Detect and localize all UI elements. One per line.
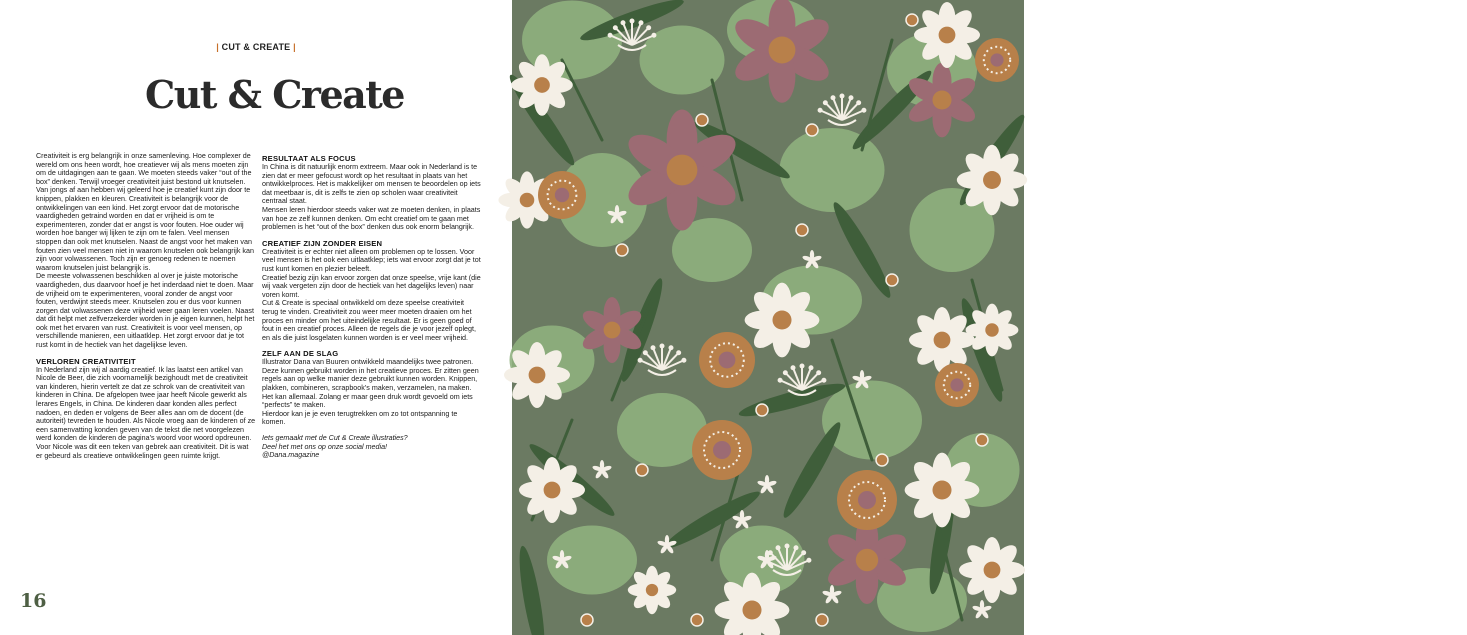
fan-tip bbox=[806, 558, 811, 563]
fan-tip bbox=[840, 94, 845, 99]
fan-tip bbox=[621, 20, 626, 25]
flower-bud bbox=[906, 14, 918, 26]
fan-tip bbox=[668, 345, 673, 350]
fan-tip bbox=[821, 378, 826, 383]
social-note-line: Iets gemaakt met de Cut & Create illustraties? bbox=[262, 434, 408, 443]
paragraph: Illustrator Dana van Buuren ontwikkeld maandelijks twee patronen. Deze kunnen gebruikt worden in het creatieve proces. Er zitten geen regels aan op welke manier deze gebruikt kunnen worden. Knippen, plakken, combineren, scrapbook’s maken, verzamelen, na maken. Het kan allemaal. Zolang er maar geen druk wordt gevoeld om iets “perfects” te maken. bbox=[262, 358, 479, 410]
article-page bbox=[0, 0, 512, 635]
fan-tip bbox=[848, 95, 853, 100]
section-heading-resultaat: RESULTAAT ALS FOCUS bbox=[262, 154, 356, 163]
flower-bud bbox=[796, 224, 808, 236]
fan-tip bbox=[776, 545, 781, 550]
white-daisy bbox=[519, 457, 585, 523]
fan-tip bbox=[651, 345, 656, 350]
fan-tip bbox=[793, 545, 798, 550]
paragraph: In Nederland zijn wij al aardig creatief. Ik las laatst een artikel van Nicole de Beer, die zich voornamelijk bezighoudt met de creativiteit van kinderen, hierin vertelt ze dat ze schrok van de creativiteit van kinderen in China. De afgelopen twee jaar heeft Nicole gewerkt als lerares Engels, in China. De kinderen daar konden alles perfect nadoen, en deden er volgens de Beer alles aan om de docent (de autoriteit) tevreden te houden. Als Nicole vroeg aan de kinderen of ze een samenvatting konden geven van de tekst die net voorgelezen werd konden de kinderen de pagina’s woord voor woord opdreunen. bbox=[36, 365, 256, 443]
paragraph: Creatief bezig zijn kan ervoor zorgen dat onze speelse, vrije kant (die wij vaak vergeten zijn door de hectiek van het dagelijks leven) naar voren komt. bbox=[262, 273, 481, 299]
flower-center bbox=[856, 549, 878, 571]
flower-center bbox=[667, 155, 698, 186]
paragraph: Cut & Create is speciaal ontwikkeld om deze speelse creativiteit terug te vinden. Creativiteit zou weer meer moeten draaien om het proces en minder om het uiteindelijke resultaat. Er is geen goed of fout in een creatief proces. Alleen de regels die je voor jezelf oplegt, en als die juist losgelaten kunnen worden is er veel meer vrijheid. bbox=[262, 299, 476, 342]
flower-center bbox=[529, 367, 546, 384]
white-daisy bbox=[745, 283, 820, 358]
fan-tip bbox=[638, 358, 643, 363]
text-column-right bbox=[262, 154, 482, 460]
social-note-line: Deel het met ons op onze social media! bbox=[262, 442, 388, 451]
flower-center bbox=[772, 310, 791, 329]
fan-tip bbox=[791, 365, 796, 370]
flower-center bbox=[769, 37, 796, 64]
fan-tip bbox=[608, 33, 613, 38]
flower-bud bbox=[691, 614, 703, 626]
ochre-flower bbox=[699, 332, 755, 388]
paragraph: Creativiteit is er echter niet alleen om problemen op te lossen. Voor veel mensen is het ook een uitlaatklep; iets wat ervoor zorgt dat je tot rust kunt komen en plezier beleeft. bbox=[262, 247, 481, 273]
paragraph: Voor Nicole was dit een teken van gebrek aan creativiteit. Dit is wat er gebeurd als creatieve ontwikkelingen geen ruimte krijgt. bbox=[36, 443, 249, 460]
flower-bud bbox=[886, 274, 898, 286]
fan-tip bbox=[676, 350, 681, 355]
ochre-flower bbox=[538, 171, 586, 219]
white-daisy bbox=[957, 145, 1027, 215]
social-handle: @Dana.magazine bbox=[262, 451, 320, 460]
paragraph: Hierdoor kan je je even terugtrekken om zo tot ontspanning te komen. bbox=[262, 409, 458, 427]
ochre-flower bbox=[935, 363, 979, 407]
fan-tip bbox=[823, 100, 828, 105]
fan-tip bbox=[778, 378, 783, 383]
section-heading-verloren: VERLOREN CREATIVITEIT bbox=[36, 356, 136, 366]
fan-tip bbox=[643, 350, 648, 355]
page-number: 16 bbox=[20, 590, 47, 612]
fan-tip bbox=[783, 370, 788, 375]
flower-bud bbox=[976, 434, 988, 446]
flower-center bbox=[534, 77, 550, 93]
ochre-flower bbox=[975, 38, 1019, 82]
flower-center bbox=[544, 482, 561, 499]
fan-tip bbox=[630, 19, 635, 24]
flower-center bbox=[858, 491, 876, 509]
white-daisy bbox=[511, 54, 573, 116]
fan-tip bbox=[763, 558, 768, 563]
flower-center bbox=[984, 562, 1001, 579]
flower-center bbox=[939, 27, 956, 44]
white-daisy bbox=[959, 537, 1025, 603]
flower-center bbox=[990, 53, 1003, 66]
fan-tip bbox=[800, 364, 805, 369]
fan-tip bbox=[856, 100, 861, 105]
fan-tip bbox=[861, 108, 866, 113]
fan-tip bbox=[651, 33, 656, 38]
intro-paragraph: Creativiteit is erg belangrijk in onze samenleving. Hoe complexer de wereld om ons heen wordt, hoe creatiever wij als mens moeten zijn om de uitdagingen aan te gaan. We moeten steeds vaker “out of the box” denken. Terwijl vroeger creativiteit juist bestond uit knutselen. bbox=[36, 152, 252, 186]
flower-center bbox=[604, 322, 621, 339]
ochre-flower bbox=[692, 420, 752, 480]
flower-center bbox=[646, 584, 658, 596]
flower-bud bbox=[806, 124, 818, 136]
flower-center bbox=[983, 171, 1001, 189]
flower-center bbox=[934, 332, 951, 349]
paragraph: In China is dit natuurlijk enorm extreem. Maar ook in Nederland is te zien dat er meer gefocust wordt op het resultaat in plaats van het ontwikkelproces. Het is makkelijker om mensen te beoordelen op iets dat meetbaar is, dit is zelfs te zien op scholen waar creativiteit centraal staat. bbox=[262, 163, 481, 206]
flower-center bbox=[950, 378, 963, 391]
illustrator-signature: Dana bbox=[1431, 579, 1467, 600]
section-heading-creatief: CREATIEF ZIJN ZONDER EISEN bbox=[262, 238, 383, 248]
white-daisy bbox=[909, 307, 975, 373]
flower-center bbox=[713, 441, 731, 459]
fan-tip bbox=[816, 370, 821, 375]
section-heading-zelf: ZELF AAN DE SLAG bbox=[262, 349, 339, 359]
flower-bud bbox=[616, 244, 628, 256]
paragraph: Van jongs af aan hebben wij geleerd hoe je creatief kunt zijn door te knippen, plakken en kleuren. Creativiteit is belangrijk voor de ontwikkelingen van een kind. Het zorgt ervoor dat de motorische vaardigheden getraind worden en dat er vrijheid is om te experimenteren, zonder dat er angst is voor fouten. Hoe ouder wij worden hoe banger wij lijken te zijn om te falen. Veel mensen stoppen dan ook met knutselen. Naast de angst voor het maken van fouten zien veel mensen niet in waarom knutselen ook belangrijk kan zijn voor volwassenen. Toch zijn er genoeg redenen te noemen waarom knutselen juist belangrijk is. bbox=[36, 186, 254, 272]
ochre-flower bbox=[837, 470, 897, 530]
fan-tip bbox=[801, 550, 806, 555]
fan-tip bbox=[818, 108, 823, 113]
fan-tip bbox=[785, 544, 790, 549]
white-daisy bbox=[905, 453, 980, 528]
flower-center bbox=[742, 600, 761, 619]
flower-bud bbox=[816, 614, 828, 626]
flower-bud bbox=[876, 454, 888, 466]
section-tag-label: CUT & CREATE bbox=[221, 42, 291, 52]
article-title: Cut & Create bbox=[145, 72, 404, 117]
flower-center bbox=[932, 90, 951, 109]
flower-bud bbox=[696, 114, 708, 126]
fan-tip bbox=[660, 344, 665, 349]
flower-bud bbox=[581, 614, 593, 626]
white-daisy bbox=[628, 566, 676, 614]
white-daisy bbox=[966, 304, 1019, 357]
white-daisy bbox=[914, 2, 980, 68]
fan-tip bbox=[638, 20, 643, 25]
tag-bar-left: | bbox=[216, 42, 219, 52]
flower-center bbox=[555, 188, 569, 202]
flower-center bbox=[520, 193, 535, 208]
fan-tip bbox=[768, 550, 773, 555]
floral-illustration-page bbox=[512, 0, 1467, 635]
section-tag bbox=[0, 42, 512, 52]
paragraph: De meeste volwassenen beschikken al over je juiste motorische vaardigheden, dus daarvoor hoef je het inderdaad niet te doen. Maar de vrijheid om te experimenteren, vooral zonder de angst voor fouten, verdwijnt steeds meer. Knutselen zou er dus voor kunnen zorgen dat volwassenen deze vrijheid weer gaan leren voelen. Naast dat dit helpt met zelfverzekerder worden in je eigen kunnen, helpt het ook met het ervaren van rust. Creativiteit is voor veel mensen, op verschillende manieren, een uitlaatklep. Het zorgt ervoor dat je tot rust komt in de hectiek van het dagelijkse leven. bbox=[36, 272, 255, 350]
flower-center bbox=[985, 323, 998, 336]
flower-center bbox=[932, 480, 951, 499]
floral-pattern bbox=[512, 0, 1024, 635]
tag-bar-right: | bbox=[293, 42, 296, 52]
fan-tip bbox=[646, 25, 651, 30]
white-daisy bbox=[504, 342, 570, 408]
fan-tip bbox=[808, 365, 813, 370]
paragraph: Mensen leren hierdoor steeds vaker wat ze moeten denken, in plaats van hoe ze zelf kunnen denken. Om echt creatief om te gaan met problemen is het “out of the box” denken dus ook enorm belangrijk. bbox=[262, 205, 481, 232]
flower-bud bbox=[636, 464, 648, 476]
fan-tip bbox=[831, 95, 836, 100]
fan-tip bbox=[613, 25, 618, 30]
flower-center bbox=[719, 352, 736, 369]
flower-bud bbox=[756, 404, 768, 416]
text-column-left bbox=[36, 152, 256, 460]
fan-tip bbox=[681, 358, 686, 363]
